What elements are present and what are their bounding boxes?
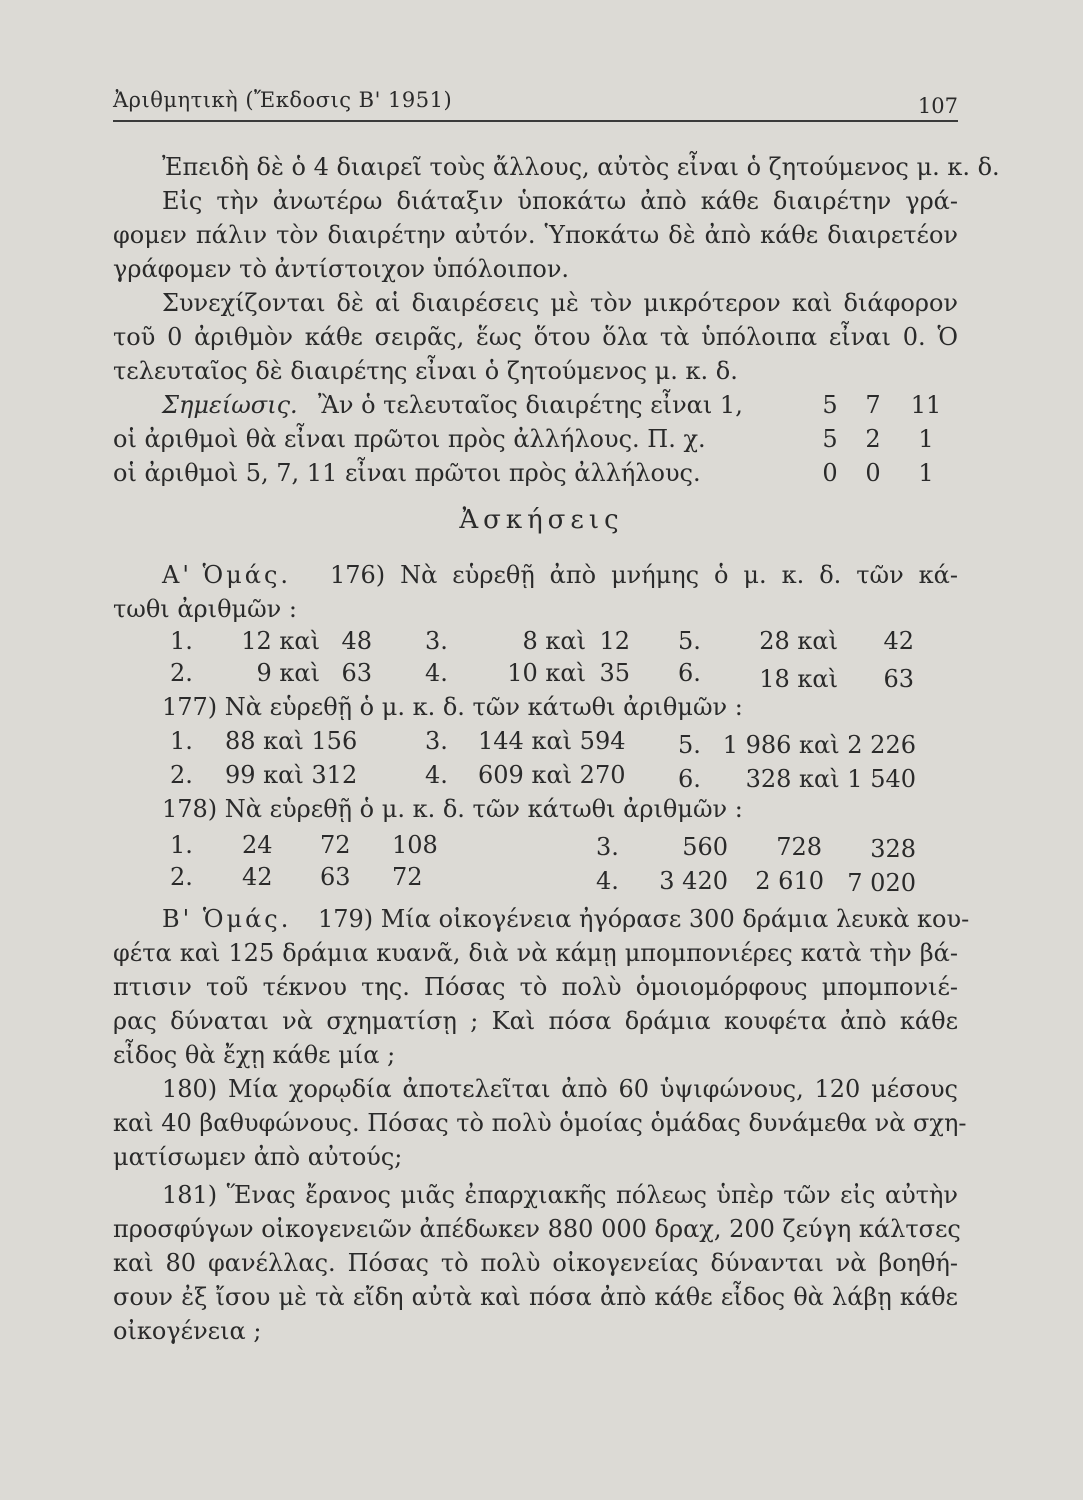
ex181-line-3: καὶ 80 φανέλλας. Πόσας τὸ πολὺ οἰκογενείας δύνανται νὰ βοηθή- bbox=[113, 1249, 958, 1277]
intro-line-7: τελευταῖος δὲ διαιρέτης εἶναι ὁ ζητούμενος μ. κ. δ. bbox=[113, 357, 738, 385]
ex-item-value: 728 bbox=[776, 833, 822, 861]
ex181-line-1: 181) Ἕνας ἔρανος μιᾶς ἐπαρχιακῆς πόλεως ὑπὲρ τῶν εἰς αὐτὴν bbox=[162, 1181, 958, 1209]
ex180-line-1: 180) Μία χορῳδία ἀποτελεῖται ἀπὸ 60 ὑψιφώνους, 120 μέσους bbox=[162, 1075, 958, 1103]
ex-item-number: 1. bbox=[170, 727, 193, 755]
ex-item-value: 63 bbox=[320, 863, 351, 891]
ex-item-value: 99 καὶ 312 bbox=[225, 761, 358, 789]
ex179-line-3: πτισιν τοῦ τέκνου της. Πόσας τὸ πολὺ ὁμοιομόρφους μπομπονιέ- bbox=[113, 973, 958, 1001]
ex176-line-1: 176) Νὰ εὑρεθῇ ἀπὸ μνήμης ὁ μ. κ. δ. τῶν κά- bbox=[330, 561, 958, 589]
ex-item-number: 2. bbox=[170, 761, 193, 789]
ex176-line-2: τωθι ἀριθμῶν : bbox=[113, 595, 297, 623]
ex-item-number: 6. bbox=[678, 659, 701, 687]
ex-item-value: 18 καὶ bbox=[759, 665, 838, 693]
grid-cell: 1 bbox=[918, 459, 934, 487]
ex179-line-5: εἶδος θὰ ἔχῃ κάθε μία ; bbox=[113, 1041, 396, 1069]
grid-cell: 5 bbox=[822, 391, 838, 419]
ex179-line-1: 179) Μία οἰκογένεια ἠγόρασε 300 δράμια λευκὰ κου- bbox=[318, 905, 970, 933]
exercises-heading: Ἀσκήσεις bbox=[459, 505, 624, 535]
ex-item-value: 9 καὶ bbox=[256, 659, 320, 687]
ex-item-value: 560 bbox=[682, 833, 728, 861]
ex-item-value: 328 καὶ 1 540 bbox=[745, 765, 916, 793]
header-rule bbox=[113, 120, 958, 122]
ex-item-number: 2. bbox=[170, 863, 193, 891]
ex-item-number: 1. bbox=[170, 831, 193, 859]
ex-item-value: 63 bbox=[883, 665, 914, 693]
ex-item-value: 2 610 bbox=[755, 867, 824, 895]
ex-item-number: 5. bbox=[678, 627, 701, 655]
ex181-line-5: οἰκογένεια ; bbox=[113, 1317, 262, 1345]
remark-line-1: Ἂν ὁ τελευταῖος διαιρέτης εἶναι 1, bbox=[318, 391, 743, 419]
ex-item-value: 28 καὶ bbox=[759, 627, 838, 655]
ex-item-value: 609 καὶ 270 bbox=[478, 761, 626, 789]
ex-item-number: 5. bbox=[678, 731, 701, 759]
remark-line-3: οἱ ἀριθμοὶ 5, 7, 11 εἶναι πρῶτοι πρὸς ἀλλήλους. bbox=[113, 459, 701, 487]
ex-item-value: 8 καὶ bbox=[522, 627, 586, 655]
ex-item-value: 63 bbox=[341, 659, 372, 687]
ex-item-number: 3. bbox=[425, 627, 448, 655]
grid-cell: 0 bbox=[865, 459, 881, 487]
ex-item-value: 10 καὶ bbox=[507, 659, 586, 687]
ex-item-value: 24 bbox=[242, 831, 273, 859]
ex-item-value: 328 bbox=[870, 835, 916, 863]
group-a-label: Α' Ὁμάς. bbox=[162, 561, 292, 589]
intro-line-4: γράφομεν τὸ ἀντίστοιχον ὑπόλοιπον. bbox=[113, 255, 570, 283]
grid-cell: 2 bbox=[865, 425, 881, 453]
ex-item-value: 72 bbox=[392, 863, 423, 891]
grid-cell: 1 bbox=[918, 425, 934, 453]
ex-item-number: 4. bbox=[596, 867, 619, 895]
ex-item-value: 12 καὶ bbox=[241, 627, 320, 655]
remark-label: Σημείωσις. bbox=[162, 391, 298, 419]
remark-line-2: οἱ ἀριθμοὶ θὰ εἶναι πρῶτοι πρὸς ἀλλήλους. Π. χ. bbox=[113, 425, 706, 453]
ex-item-number: 6. bbox=[678, 765, 701, 793]
ex181-line-4: σουν ἐξ ἴσου μὲ τὰ εἴδη αὐτὰ καὶ πόσα ἀπὸ κάθε εἶδος θὰ λάβῃ κάθε bbox=[113, 1283, 958, 1311]
intro-line-5: Συνεχίζονται δὲ αἱ διαιρέσεις μὲ τὸν μικρότερον καὶ διάφορον bbox=[162, 289, 958, 317]
page-header bbox=[113, 88, 958, 118]
ex-item-value: 12 bbox=[599, 627, 630, 655]
grid-cell: 0 bbox=[822, 459, 838, 487]
ex180-line-2: καὶ 40 βαθυφώνους. Πόσας τὸ πολὺ ὁμοίας ὁμάδας δυνάμεθα νὰ σχη- bbox=[113, 1109, 967, 1137]
ex-item-number: 3. bbox=[596, 833, 619, 861]
ex-item-value: 72 bbox=[320, 831, 351, 859]
ex-item-number: 3. bbox=[425, 727, 448, 755]
ex-item-number: 2. bbox=[170, 659, 193, 687]
ex-item-value: 144 καὶ 594 bbox=[478, 727, 626, 755]
ex-item-number: 1. bbox=[170, 627, 193, 655]
grid-cell: 7 bbox=[865, 391, 881, 419]
grid-cell: 5 bbox=[822, 425, 838, 453]
intro-line-1: Ἐπειδὴ δὲ ὁ 4 διαιρεῖ τοὺς ἄλλους, αὐτὸς εἶναι ὁ ζητούμενος μ. κ. δ. bbox=[162, 153, 1000, 181]
ex-item-value: 3 420 bbox=[659, 867, 728, 895]
ex-item-value: 35 bbox=[599, 659, 630, 687]
group-b-label: Β' Ὁμάς. bbox=[162, 905, 292, 933]
ex-item-value: 48 bbox=[341, 627, 372, 655]
page-number: 107 bbox=[917, 94, 958, 118]
ex180-line-3: ματίσωμεν ἀπὸ αὐτούς; bbox=[113, 1143, 403, 1171]
ex-item-value: 42 bbox=[883, 627, 914, 655]
ex-item-value: 108 bbox=[392, 831, 438, 859]
grid-cell: 11 bbox=[910, 391, 942, 419]
ex-item-value: 1 986 καὶ 2 226 bbox=[722, 731, 916, 759]
ex-item-number: 4. bbox=[425, 761, 448, 789]
ex178-line: 178) Νὰ εὑρεθῇ ὁ μ. κ. δ. τῶν κάτωθι ἀριθμῶν : bbox=[162, 795, 743, 823]
ex179-line-2: φέτα καὶ 125 δράμια κυανᾶ, διὰ νὰ κάμῃ μπομπονιέρες κατὰ τὴν βά- bbox=[113, 939, 958, 967]
intro-line-3: φομεν πάλιν τὸν διαιρέτην αὐτόν. Ὑποκάτω δὲ ἀπὸ κάθε διαιρετέον bbox=[113, 221, 958, 249]
ex-item-number: 4. bbox=[425, 659, 448, 687]
ex-item-value: 88 καὶ 156 bbox=[225, 727, 358, 755]
ex177-line: 177) Νὰ εὑρεθῇ ὁ μ. κ. δ. τῶν κάτωθι ἀριθμῶν : bbox=[162, 693, 743, 721]
intro-line-2: Εἰς τὴν ἀνωτέρω διάταξιν ὑποκάτω ἀπὸ κάθε διαιρέτην γρά- bbox=[162, 187, 958, 215]
ex-item-value: 7 020 bbox=[847, 869, 916, 897]
intro-line-6: τοῦ 0 ἀριθμὸν κάθε σειρᾶς, ἕως ὅτου ὅλα τὰ ὑπόλοιπα εἶναι 0. Ὁ bbox=[113, 323, 958, 351]
ex179-line-4: ρας δύναται νὰ σχηματίσῃ ; Καὶ πόσα δράμια κουφέτα ἀπὸ κάθε bbox=[113, 1007, 958, 1035]
running-title: Ἀριθμητικὴ (Ἔκδοσις Β' 1951) bbox=[113, 88, 453, 112]
ex-item-value: 42 bbox=[242, 863, 273, 891]
ex181-line-2: προσφύγων οἰκογενειῶν ἀπέδωκεν 880 000 δραχ, 200 ζεύγη κάλτσες bbox=[113, 1215, 961, 1243]
